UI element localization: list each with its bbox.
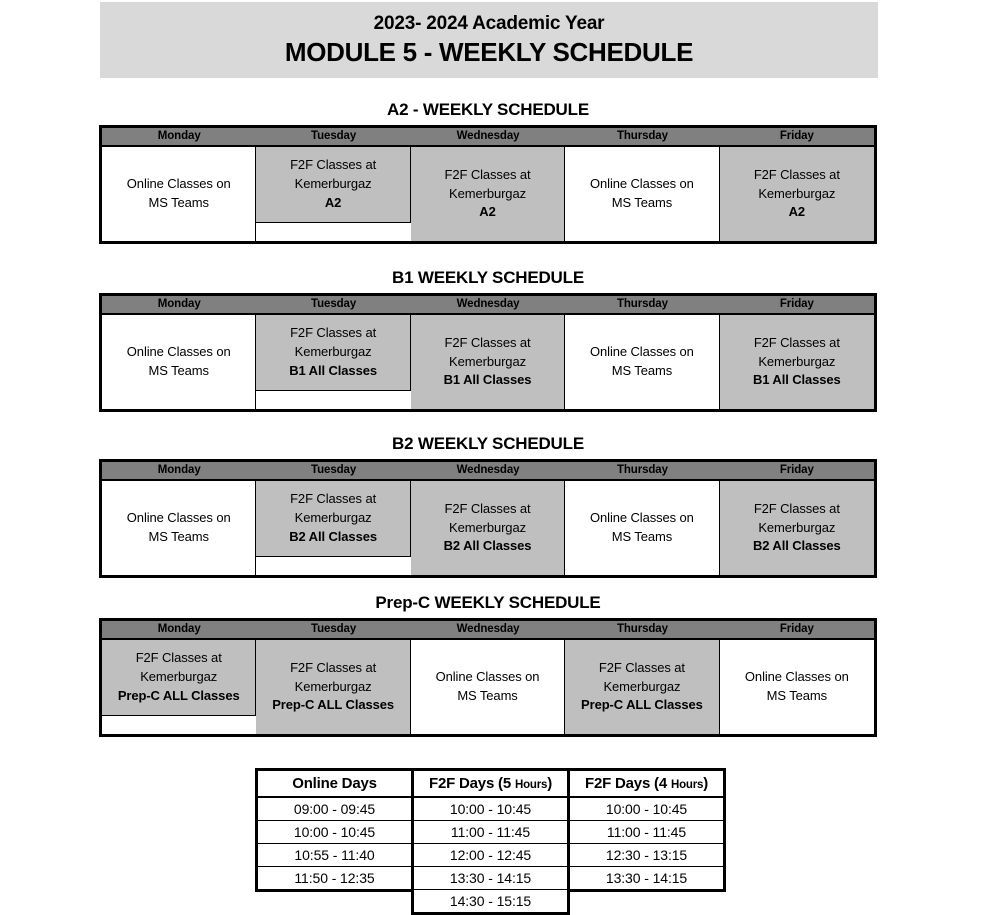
day-header-monday: Monday (157, 130, 201, 142)
schedule-body-row (102, 147, 874, 241)
schedule-cell-content (256, 640, 410, 734)
schedule-cell-line: MS Teams (148, 363, 209, 378)
schedule-cell (411, 481, 565, 575)
schedule-title: B1 WEEKLY SCHEDULE (392, 268, 584, 287)
schedule-cell (720, 640, 874, 734)
day-header-monday: Monday (157, 298, 201, 310)
day-header-wednesday: Wednesday (456, 464, 520, 476)
times-header-tail: ) (703, 775, 708, 792)
day-header-row (102, 621, 874, 640)
day-header-tuesday: Tuesday (311, 464, 357, 476)
schedule-cell-content (720, 640, 874, 734)
schedule-block (99, 593, 877, 737)
schedule-body-row (102, 481, 874, 575)
day-header-thursday: Thursday (616, 464, 668, 476)
time-slot: 09:00 - 09:45 (258, 798, 411, 821)
times-column-header (414, 771, 567, 798)
times-column-header (258, 771, 411, 798)
time-slot: 10:00 - 10:45 (258, 821, 411, 844)
schedule-cell-line: Prep-C ALL Classes (117, 687, 240, 703)
time-slot: 10:00 - 10:45 (570, 798, 723, 821)
day-header-row (102, 296, 874, 315)
times-header-tail: ) (547, 775, 552, 792)
time-slot: 11:00 - 11:45 (570, 821, 723, 844)
schedule-cell-line: Kemerburgaz (294, 176, 372, 192)
schedule-cell (102, 315, 256, 409)
schedule-cell-line: A2 (479, 204, 496, 220)
schedule-cell (256, 640, 410, 734)
schedule-cell-line: B1 All Classes (289, 362, 377, 378)
schedule-cell-line: Online Classes on (744, 669, 849, 685)
schedule-cell-line: Online Classes on (126, 176, 231, 192)
schedule-cell-line: F2F Classes at (290, 659, 377, 675)
time-slot: 12:00 - 12:45 (414, 844, 567, 867)
schedule-cell-content (565, 315, 719, 409)
schedule-cell-line: Kemerburgaz (140, 669, 218, 685)
schedule-cell-content (411, 481, 565, 575)
day-header-thursday: Thursday (616, 623, 668, 635)
time-slot: 14:30 - 15:15 (449, 893, 532, 909)
schedule-cell-line: Online Classes on (126, 344, 231, 360)
day-header-thursday: Thursday (616, 130, 668, 142)
times-column (255, 768, 414, 892)
times-column-header (570, 771, 723, 798)
schedule-cell-line: Kemerburgaz (758, 185, 836, 201)
day-header-friday: Friday (779, 464, 814, 476)
day-header-friday: Friday (779, 130, 814, 142)
schedule-cell (102, 481, 256, 575)
schedule-block (99, 100, 877, 244)
schedule-cell-line: B2 All Classes (752, 538, 841, 554)
times-column (567, 768, 726, 892)
schedule-cell-line: F2F Classes at (753, 334, 840, 350)
schedule-cell-line: A2 (324, 194, 342, 210)
day-header-row (102, 128, 874, 147)
schedule-cell-content (565, 147, 719, 241)
schedule-cell-line: Kemerburgaz (758, 519, 836, 535)
schedule-block (99, 268, 877, 412)
schedule-cell (102, 147, 256, 241)
time-slot: 10:00 - 10:45 (414, 798, 567, 821)
schedule-cell (565, 147, 719, 241)
schedule-cell-line: Kemerburgaz (449, 353, 526, 369)
times-header-main: F2F Days (4 (585, 775, 671, 792)
schedule-table (99, 293, 877, 412)
day-header-friday: Friday (779, 298, 814, 310)
schedule-cell-content (102, 481, 256, 575)
schedule-cell-line: MS Teams (148, 529, 209, 544)
schedule-cell-line: F2F Classes at (444, 166, 531, 182)
schedule-cell-line: F2F Classes at (290, 325, 377, 341)
day-header-friday: Friday (779, 623, 814, 635)
day-header-thursday: Thursday (616, 298, 668, 310)
academic-year-label: 2023- 2024 Academic Year (373, 12, 605, 34)
schedule-cell-content (411, 147, 565, 241)
schedule-cell-content (720, 481, 874, 575)
schedule-cell (720, 315, 874, 409)
day-header-monday: Monday (157, 464, 201, 476)
class-times-table (255, 768, 731, 915)
schedule-cell-content (720, 147, 874, 241)
schedule-table (99, 125, 877, 244)
schedule-cell-line: F2F Classes at (444, 334, 531, 350)
schedule-cell-content (256, 481, 410, 557)
schedule-cell (411, 315, 565, 409)
day-header-wednesday: Wednesday (456, 298, 520, 310)
day-header-row (102, 462, 874, 481)
schedule-cell-content (565, 481, 719, 575)
schedule-cell-line: Kemerburgaz (449, 519, 526, 535)
schedule-title: A2 - WEEKLY SCHEDULE (387, 100, 589, 119)
schedule-cell-line: Online Classes on (590, 176, 694, 192)
schedule-cell-content (256, 147, 410, 223)
schedule-cell-line: B1 All Classes (752, 372, 841, 388)
schedule-cell-line: B2 All Classes (289, 528, 377, 544)
day-header-tuesday: Tuesday (311, 130, 357, 142)
schedule-cell-line: F2F Classes at (444, 500, 531, 516)
schedule-cell-line: Kemerburgaz (603, 678, 681, 694)
schedule-body-row (102, 640, 874, 734)
time-slot: 11:00 - 11:45 (414, 821, 567, 844)
schedule-cell-line: MS Teams (611, 529, 673, 544)
schedule-cell-content (256, 315, 410, 391)
schedule-cell (565, 640, 719, 734)
schedule-cell (720, 481, 874, 575)
schedule-cell-line: F2F Classes at (598, 659, 685, 675)
schedule-cell-line: Prep-C ALL Classes (581, 697, 703, 713)
schedule-cell (256, 481, 410, 575)
schedule-cell-line: Online Classes on (590, 510, 694, 526)
schedule-cell-line: Online Classes on (435, 669, 540, 685)
time-slot: 12:30 - 13:15 (570, 844, 723, 867)
schedule-cell-line: Online Classes on (126, 510, 231, 526)
times-header-unit: Hours (514, 779, 548, 791)
schedule-cell-line: Kemerburgaz (294, 344, 372, 360)
schedule-cell (565, 315, 719, 409)
schedule-cell-line: Kemerburgaz (294, 678, 372, 694)
schedule-cell-line: MS Teams (611, 195, 673, 210)
schedule-cell-line: F2F Classes at (290, 491, 377, 507)
schedule-title: Prep-C WEEKLY SCHEDULE (375, 593, 601, 612)
schedule-cell-content (720, 315, 874, 409)
schedule-cell-line: B1 All Classes (443, 372, 532, 388)
schedule-title: B2 WEEKLY SCHEDULE (392, 434, 584, 453)
schedule-cell-content (102, 315, 256, 409)
schedule-cell-line: F2F Classes at (753, 500, 840, 516)
schedule-cell-line: F2F Classes at (753, 166, 840, 182)
schedule-cell-content (102, 640, 256, 716)
schedule-cell-line: F2F Classes at (290, 157, 377, 173)
schedule-cell-line: MS Teams (148, 195, 209, 210)
day-header-monday: Monday (157, 623, 201, 635)
times-header-main: F2F Days (5 (429, 775, 515, 792)
schedule-cell (720, 147, 874, 241)
schedule-cell-line: MS Teams (766, 688, 828, 703)
schedule-cell (256, 147, 410, 241)
times-column (411, 768, 570, 915)
schedule-cell (411, 147, 565, 241)
schedule-table (99, 459, 877, 578)
schedule-cell-line: Online Classes on (590, 344, 694, 360)
schedule-cell (565, 481, 719, 575)
schedule-cell-line: Kemerburgaz (758, 353, 836, 369)
time-slot: 10:55 - 11:40 (258, 844, 411, 867)
page-title: MODULE 5 - WEEKLY SCHEDULE (284, 36, 694, 67)
day-header-tuesday: Tuesday (311, 298, 357, 310)
day-header-wednesday: Wednesday (456, 623, 520, 635)
schedule-cell (102, 640, 256, 734)
time-slot: 11:50 - 12:35 (294, 870, 375, 886)
schedule-cell-line: MS Teams (611, 363, 673, 378)
schedule-cell-line: B2 All Classes (443, 538, 532, 554)
schedule-cell-content (411, 315, 565, 409)
schedule-block (99, 434, 877, 578)
page-title-banner (100, 2, 878, 78)
schedule-cell-line: Prep-C ALL Classes (272, 697, 394, 713)
schedule-cell (256, 315, 410, 409)
schedule-cell-line: Kemerburgaz (294, 510, 372, 526)
time-slot: 13:30 - 14:15 (605, 870, 688, 886)
schedule-cell-content (411, 640, 565, 734)
schedule-table (99, 618, 877, 737)
times-header-main: Online Days (292, 775, 377, 792)
schedule-cell-line: Kemerburgaz (449, 185, 526, 201)
schedule-cell-content (102, 147, 256, 241)
schedule-cell-line: A2 (788, 204, 806, 220)
schedule-cell-line: MS Teams (457, 688, 518, 703)
times-header-unit: Hours (670, 779, 704, 791)
schedule-body-row (102, 315, 874, 409)
schedule-cell-line: F2F Classes at (135, 650, 222, 666)
day-header-tuesday: Tuesday (311, 623, 357, 635)
schedule-cell-content (565, 640, 719, 734)
schedule-cell (411, 640, 565, 734)
time-slot: 13:30 - 14:15 (414, 867, 567, 890)
day-header-wednesday: Wednesday (456, 130, 520, 142)
